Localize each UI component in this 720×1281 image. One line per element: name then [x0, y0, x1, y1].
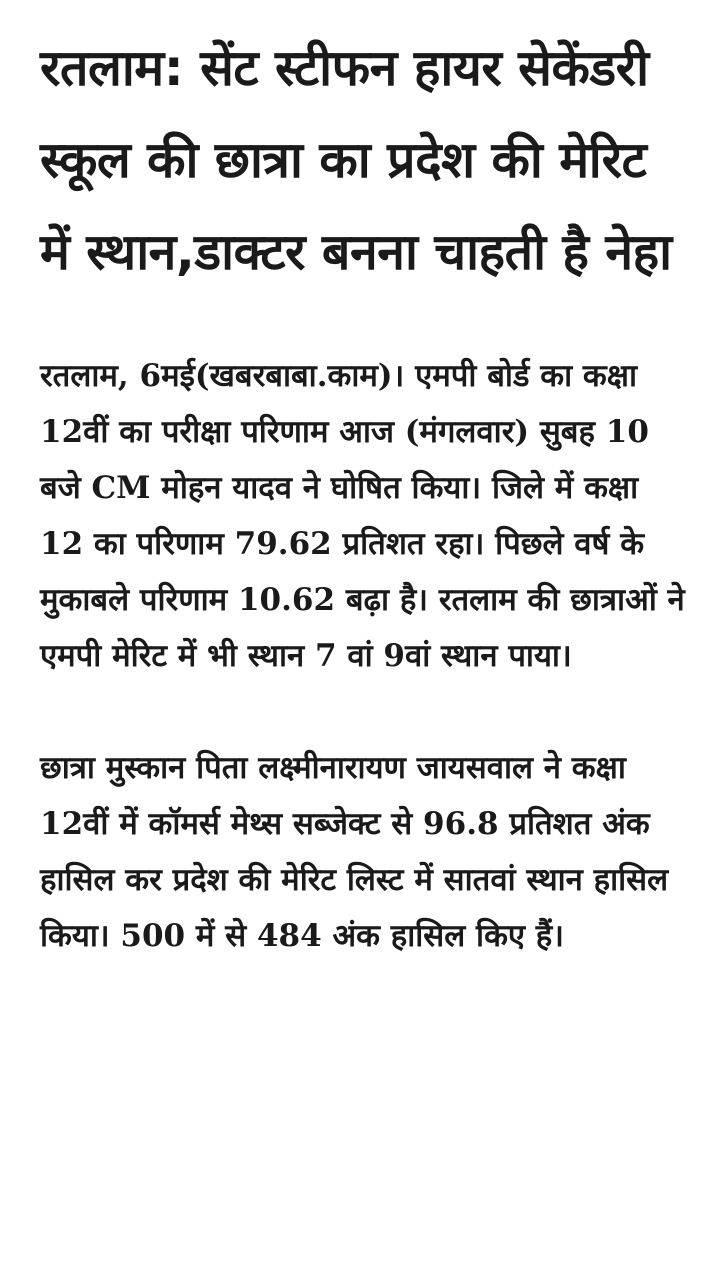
article-paragraph-2: छात्रा मुस्कान पिता लक्ष्मीनारायण जायसवाल ने कक्षा 12वीं में कॉमर्स मेथ्स सब्जेक्ट से 96.8 प्रतिशत अंक हासिल कर प्रदेश की मेरिट लिस्ट में सातवां स्थान हासिल किया। 500 में से 484 अंक हासिल किए हैं। [40, 750, 669, 954]
article [40, 22, 690, 964]
article-paragraph-1: रतलाम, 6मई(खबरबाबा.काम)। एमपी बोर्ड का कक्षा 12वीं का परीक्षा परिणाम आज (मंगलवार) सुबह 10 बजे CM मोहन यादव ने घोषित किया। जिले में कक्षा 12 का परिणाम 79.62 प्रतिशत रहा। पिछले वर्ष के मुकाबले परिणाम 10.62 बढ़ा है। रतलाम की छात्राओं ने एमपी मेरिट में भी स्थान 7 वां 9वां स्थान पाया। [40, 358, 685, 674]
article-headline: रतलाम: सेंट स्टीफन हायर सेकेंडरी स्कूल की छात्रा का प्रदेश की मेरिट में स्थान,डाक्टर बनना चाहती है नेहा [40, 39, 672, 281]
